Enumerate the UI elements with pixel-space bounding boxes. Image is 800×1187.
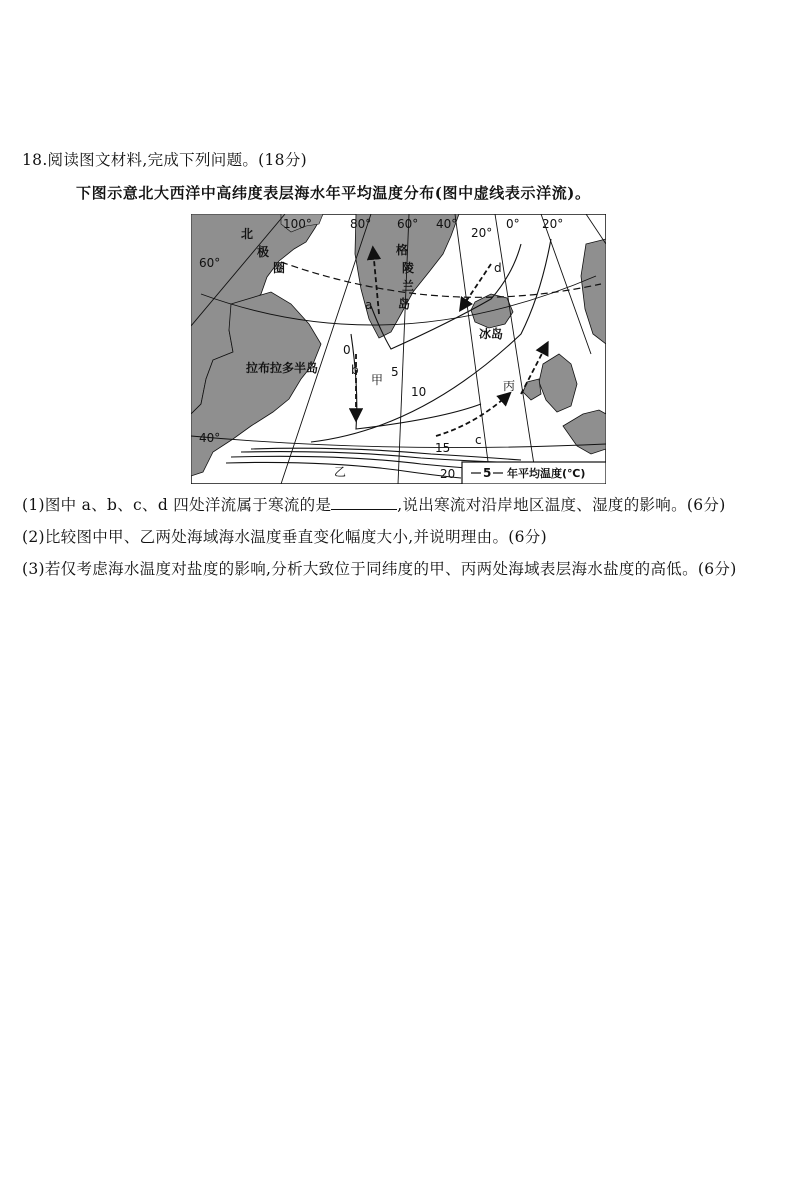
sea-area-bing: 丙 (503, 379, 516, 393)
figure-caption: 下图示意北大西洋中高纬度表层海水年平均温度分布(图中虚线表示洋流)。 (76, 184, 591, 202)
isotherm-0-label: 0 (343, 343, 351, 357)
sea-area-jia: 甲 (371, 373, 384, 387)
lon-20w: 20° (471, 226, 493, 240)
sub-question-3: (3)若仅考虑海水温度对盐度的影响,分析大致位于同纬度的甲、丙两处海域表层海水盐度的高低。(6分) (22, 560, 737, 578)
arctic-circle-label-3: 圈 (273, 261, 286, 275)
sea-area-yi: 乙 (334, 465, 347, 479)
current-a-label: a (365, 298, 373, 312)
arctic-circle-label-1: 北 (241, 227, 254, 241)
iceland-label: 冰岛 (479, 327, 504, 341)
answer-blank[interactable] (331, 495, 397, 510)
lat-60n: 60° (199, 256, 221, 270)
sub-question-2: (2)比较图中甲、乙两处海域海水温度垂直变化幅度大小,并说明理由。(6分) (22, 528, 547, 546)
legend-text: 年平均温度(℃) (507, 467, 586, 480)
arctic-circle-label-2: 极 (257, 245, 270, 259)
lat-40n: 40° (199, 431, 221, 445)
question-title: 18.阅读图文材料,完成下列问题。(18分) (22, 151, 307, 169)
lon-60w: 60° (397, 217, 419, 231)
lon-0: 0° (506, 217, 520, 231)
isotherm-15-label: 15 (435, 441, 451, 455)
labrador-label: 拉布拉多半岛 (246, 361, 319, 375)
lon-80w: 80° (350, 217, 372, 231)
current-c-label: c (475, 433, 482, 447)
q1-text-before: (1)图中 a、b、c、d 四处洋流属于寒流的是 (22, 496, 332, 514)
q1-text-after: ,说出寒流对沿岸地区温度、湿度的影响。(6分) (397, 496, 726, 514)
isotherm-10-label: 10 (411, 385, 427, 399)
current-b-label: b (351, 363, 359, 377)
greenland-label-4: 岛 (398, 297, 411, 311)
legend-value: 5 (483, 466, 492, 480)
current-d-label: d (494, 261, 502, 275)
sub-question-1 (22, 493, 726, 515)
lon-20e: 20° (542, 217, 564, 231)
greenland-label-1: 格 (396, 243, 409, 257)
lon-40w: 40° (436, 217, 458, 231)
map-legend (462, 462, 606, 484)
isotherm-5-label: 5 (391, 365, 399, 379)
north-atlantic-map (191, 214, 606, 484)
greenland-label-3: 兰 (402, 279, 415, 293)
isotherm-20-label: 20 (440, 467, 456, 481)
lon-100w: 100° (283, 217, 312, 231)
greenland-label-2: 陵 (402, 261, 415, 275)
